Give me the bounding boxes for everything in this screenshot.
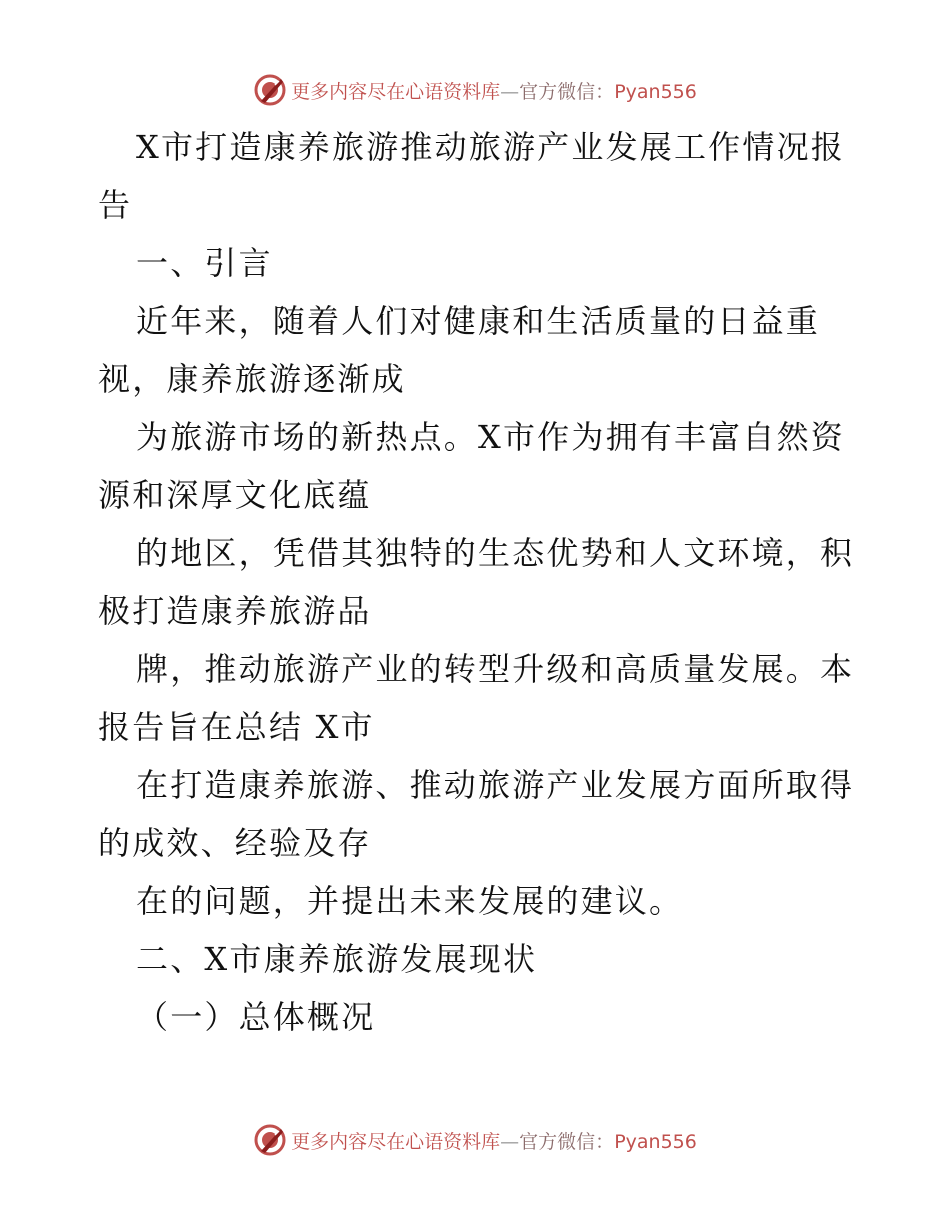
watermark-site-text: 更多内容尽在心语资料库	[291, 80, 501, 103]
watermark-wechat-id: Pyan556	[614, 80, 697, 103]
paragraph-line: 近年来，随着人们对健康和生活质量的日益重	[136, 302, 821, 340]
watermark-wechat-id: Pyan556	[614, 1130, 697, 1153]
paragraph-line: 在的问题，并提出未来发展的建议。	[136, 882, 684, 920]
paragraph-line: 视，康养旅游逐渐成	[98, 360, 406, 398]
document-title-line-2: 告	[98, 186, 133, 224]
paragraph-line: 牌，推动旅游产业的转型升级和高质量发展。本	[136, 650, 855, 688]
document-body	[98, 118, 858, 1046]
document-title-line-1: X市打造康养旅游推动旅游产业发展工作情况报	[136, 128, 845, 166]
paragraph-line: 的成效、经验及存	[98, 824, 372, 862]
quill-seal-icon	[253, 73, 287, 107]
footer-watermark	[0, 1120, 950, 1160]
subsection-heading-overview: （一）总体概况	[136, 998, 376, 1036]
watermark-text	[291, 1127, 697, 1154]
paragraph-line: 源和深厚文化底蕴	[98, 476, 372, 514]
watermark-official-label: 官方微信：	[519, 80, 615, 103]
paragraph-line: 在打造康养旅游、推动旅游产业发展方面所取得	[136, 766, 855, 804]
section-heading-intro: 一、引言	[136, 244, 273, 282]
watermark-site-text: 更多内容尽在心语资料库	[291, 1130, 501, 1153]
quill-seal-icon	[253, 1123, 287, 1157]
watermark-separator: —	[500, 1130, 520, 1153]
paragraph-line: 极打造康养旅游品	[98, 592, 372, 630]
section-heading-status: 二、X市康养旅游发展现状	[136, 940, 538, 978]
paragraph-line: 的地区，凭借其独特的生态优势和人文环境，积	[136, 534, 855, 572]
paragraph-line: 为旅游市场的新热点。X市作为拥有丰富自然资	[136, 418, 845, 456]
watermark-separator: —	[500, 80, 520, 103]
watermark-text	[291, 77, 697, 104]
header-watermark	[0, 70, 950, 110]
watermark-official-label: 官方微信：	[519, 1130, 615, 1153]
paragraph-line: 报告旨在总结 X市	[98, 708, 375, 746]
